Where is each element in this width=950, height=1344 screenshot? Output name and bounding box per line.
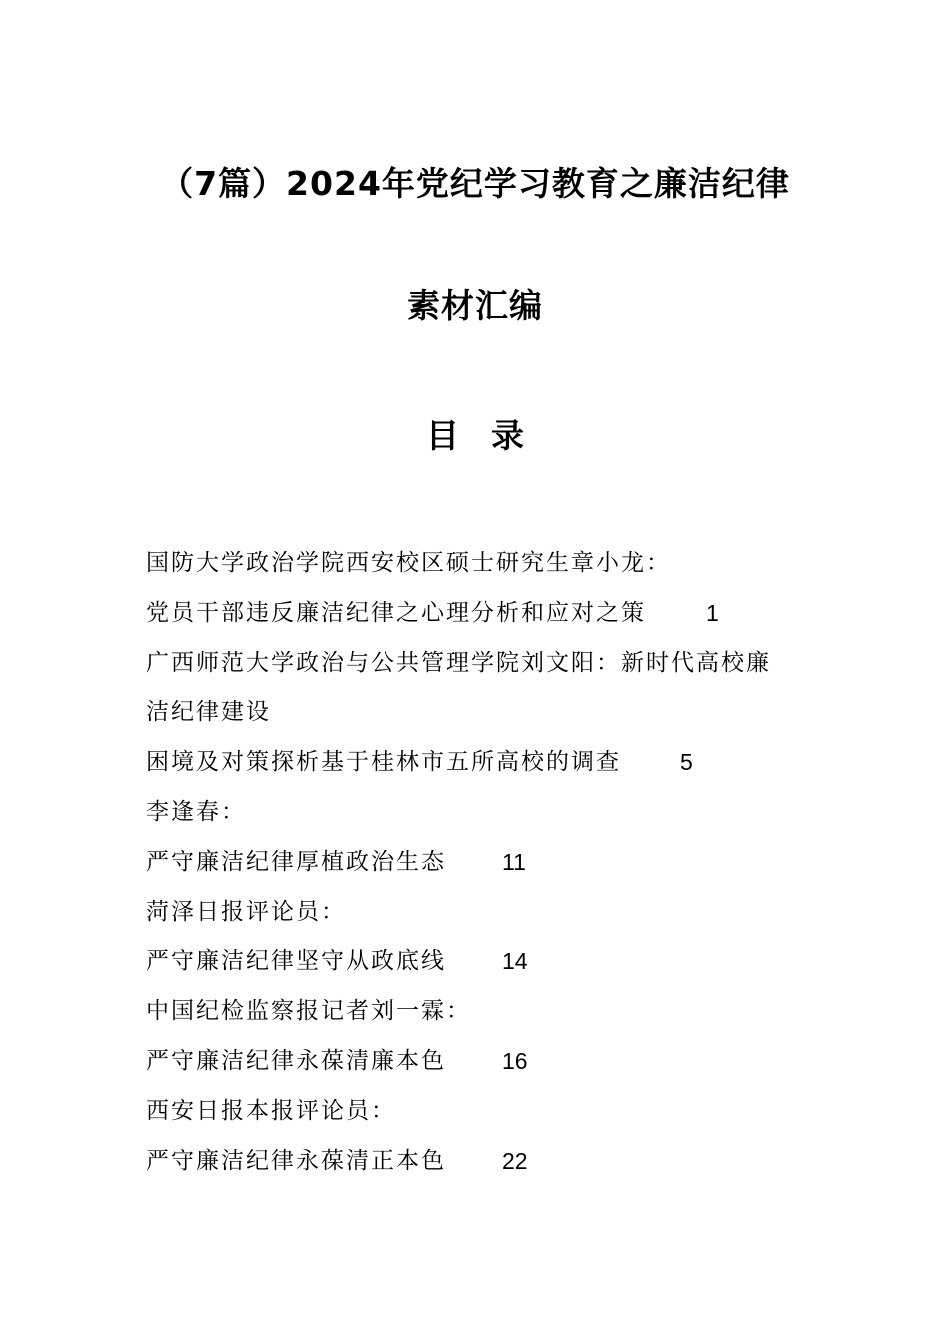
toc-entry[interactable] bbox=[146, 993, 826, 1043]
document-title-line-2: 素材汇编 bbox=[407, 286, 543, 325]
toc-entry[interactable] bbox=[146, 694, 826, 744]
toc-entry-text: 李逢春： bbox=[146, 798, 246, 825]
document-title-line-1: （7篇）2024年党纪学习教育之廉洁纪律 bbox=[160, 164, 790, 203]
toc-entry-text: 菏泽日报评论员： bbox=[146, 898, 346, 925]
toc-entry-text: 困境及对策探析基于桂林市五所高校的调查 bbox=[146, 749, 621, 776]
toc-entry-text: 西安日报本报评论员： bbox=[146, 1097, 396, 1124]
toc-page-number: 16 bbox=[502, 1047, 528, 1074]
toc-heading: 目录 bbox=[426, 416, 556, 455]
toc-entry[interactable] bbox=[146, 1093, 826, 1143]
toc-entry[interactable] bbox=[146, 943, 826, 993]
toc-entry[interactable] bbox=[146, 794, 826, 844]
toc-entry[interactable] bbox=[146, 545, 826, 595]
toc-entry[interactable] bbox=[146, 744, 826, 794]
toc-entry[interactable] bbox=[146, 645, 826, 695]
toc-entry-text: 广西师范大学政治与公共管理学院刘文阳：新时代高校廉 bbox=[146, 649, 771, 676]
toc-entry-text: 严守廉洁纪律坚守从政底线 bbox=[146, 948, 446, 975]
toc-page-number: 5 bbox=[680, 749, 693, 776]
table-of-contents bbox=[146, 545, 826, 1192]
toc-entry[interactable] bbox=[146, 844, 826, 894]
toc-entry-text: 党员干部违反廉洁纪律之心理分析和应对之策 bbox=[146, 599, 646, 626]
toc-entry-text: 中国纪检监察报记者刘一霖： bbox=[146, 998, 471, 1025]
toc-entry-text: 严守廉洁纪律厚植政治生态 bbox=[146, 848, 446, 875]
toc-page-number: 22 bbox=[502, 1147, 528, 1174]
toc-entry-text: 严守廉洁纪律永葆清廉本色 bbox=[146, 1047, 446, 1074]
toc-entry-text: 国防大学政治学院西安校区硕士研究生章小龙： bbox=[146, 550, 671, 576]
toc-page-number: 14 bbox=[502, 948, 528, 975]
toc-page-number: 11 bbox=[502, 848, 526, 875]
toc-entry[interactable] bbox=[146, 595, 826, 645]
toc-entry-text: 严守廉洁纪律永葆清正本色 bbox=[146, 1147, 446, 1174]
toc-entry-text: 洁纪律建设 bbox=[146, 699, 271, 726]
toc-entry[interactable] bbox=[146, 894, 826, 944]
toc-entry[interactable] bbox=[146, 1143, 826, 1193]
toc-page-number: 1 bbox=[706, 599, 719, 626]
toc-entry[interactable] bbox=[146, 1043, 826, 1093]
